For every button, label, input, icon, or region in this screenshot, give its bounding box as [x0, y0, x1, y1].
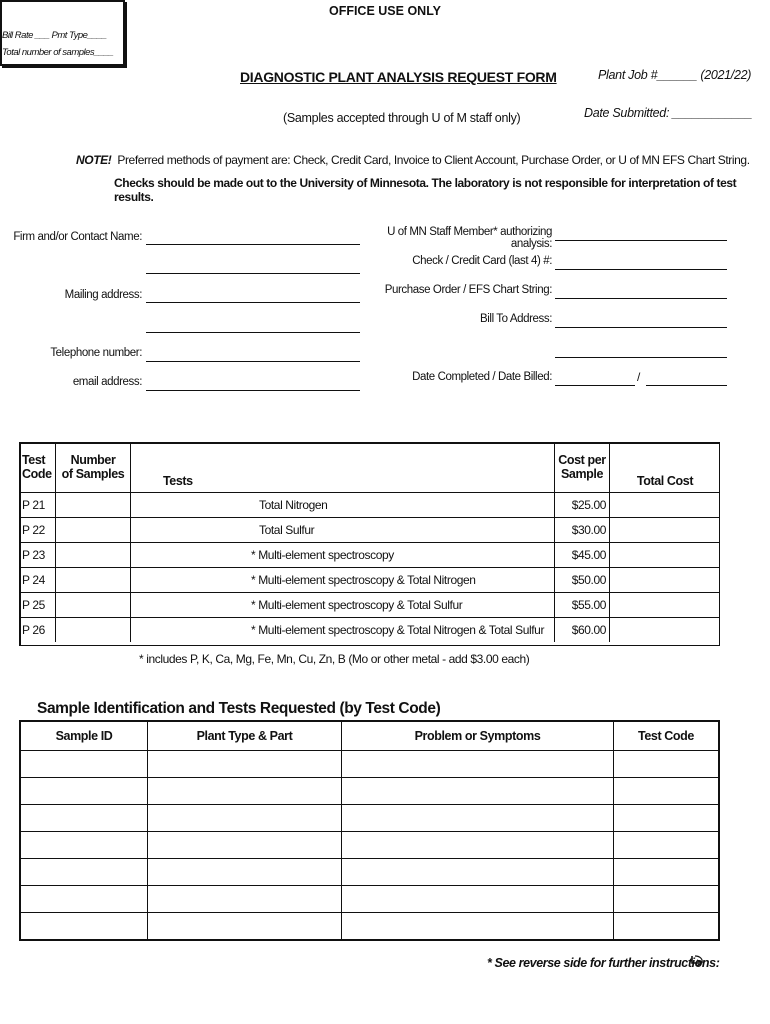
plant-job-field: Plant Job #______ (2021/22): [598, 68, 752, 82]
reverse-side-note: * See reverse side for further instructions:: [487, 956, 720, 970]
plant-type-cell[interactable]: [148, 886, 342, 913]
po-input-line[interactable]: [555, 297, 727, 299]
problem-cell[interactable]: [342, 886, 614, 913]
sample-id-cell[interactable]: [20, 805, 148, 832]
payment-note: [76, 153, 750, 167]
telephone-input-line[interactable]: [146, 360, 360, 362]
curved-arrow-icon: [690, 954, 706, 975]
bill-to-input-line[interactable]: [555, 326, 727, 328]
num-samples-cell[interactable]: [56, 593, 131, 618]
check-label: Check / Credit Card (last 4) #:: [412, 255, 552, 267]
total-cost-cell[interactable]: [610, 618, 721, 643]
telephone-label: Telephone number:: [50, 347, 142, 359]
test-code-cell[interactable]: [614, 751, 720, 778]
plant-type-cell[interactable]: [148, 832, 342, 859]
bill-to-input-line-2[interactable]: [555, 356, 727, 358]
test-code-cell[interactable]: [614, 859, 720, 886]
table-row: [19, 568, 720, 593]
header-tests: Tests: [163, 474, 193, 488]
samples-table: [19, 720, 720, 941]
test-name-cell: * Multi-element spectroscopy & Total Sulfur: [131, 593, 555, 618]
problem-cell[interactable]: [342, 751, 614, 778]
staff-label: U of MN Staff Member* authorizing analysis:: [387, 226, 552, 250]
test-code-cell: P 23: [19, 543, 56, 568]
date-completed-label: Date Completed / Date Billed:: [412, 371, 552, 383]
table-row: [19, 618, 720, 643]
bill-to-label: Bill To Address:: [479, 313, 552, 325]
total-cost-cell[interactable]: [610, 568, 721, 593]
plant-type-cell[interactable]: [148, 751, 342, 778]
test-name-cell: * Multi-element spectroscopy & Total Nitrogen: [131, 568, 555, 593]
problem-cell[interactable]: [342, 778, 614, 805]
cost-cell: $25.00: [555, 493, 610, 518]
problem-cell[interactable]: [342, 805, 614, 832]
plant-type-cell[interactable]: [148, 778, 342, 805]
num-samples-cell[interactable]: [56, 518, 131, 543]
header-total-cost: Total Cost: [636, 474, 694, 488]
staff-input-line[interactable]: [555, 239, 727, 241]
sample-row: [20, 859, 719, 886]
sample-row: [20, 778, 719, 805]
office-use-box: [0, 0, 442, 66]
cost-cell: $55.00: [555, 593, 610, 618]
date-slash: /: [637, 370, 641, 384]
cost-cell: $50.00: [555, 568, 610, 593]
test-code-cell[interactable]: [614, 832, 720, 859]
header-sample-id: Sample ID: [20, 721, 148, 751]
test-code-cell[interactable]: [614, 805, 720, 832]
test-code-cell[interactable]: [614, 778, 720, 805]
check-input-line[interactable]: [555, 268, 727, 270]
sample-row: [20, 832, 719, 859]
header-problem: Problem or Symptoms: [342, 721, 614, 751]
note-text: Preferred methods of payment are: Check, Credit Card, Invoice to Client Account, Purchase Order, or U of MN EFS Chart String.: [117, 153, 750, 167]
sample-id-cell[interactable]: [20, 751, 148, 778]
sample-row: [20, 886, 719, 913]
table-row: [19, 593, 720, 618]
po-label: Purchase Order / EFS Chart String:: [384, 284, 552, 296]
plant-type-cell[interactable]: [148, 859, 342, 886]
total-cost-cell[interactable]: [610, 518, 721, 543]
problem-cell[interactable]: [342, 859, 614, 886]
date-completed-input-line[interactable]: [555, 384, 635, 386]
table-row: [19, 493, 720, 518]
sample-id-cell[interactable]: [20, 886, 148, 913]
header-test-code-2: Test Code: [614, 721, 720, 751]
test-code-cell[interactable]: [614, 886, 720, 913]
firm-input-line-2[interactable]: [146, 272, 360, 274]
header-plant-type: Plant Type & Part: [148, 721, 342, 751]
problem-cell[interactable]: [342, 913, 614, 941]
test-name-cell: Total Sulfur: [131, 518, 555, 543]
num-samples-cell[interactable]: [56, 543, 131, 568]
total-cost-cell[interactable]: [610, 493, 721, 518]
cost-cell: $45.00: [555, 543, 610, 568]
test-code-cell: P 22: [19, 518, 56, 543]
email-label: email address:: [72, 376, 142, 388]
total-cost-cell[interactable]: [610, 543, 721, 568]
header-num-samples: Number of Samples: [56, 442, 131, 493]
plant-type-cell[interactable]: [148, 913, 342, 941]
test-name-cell: * Multi-element spectroscopy & Total Nitrogen & Total Sulfur: [131, 618, 555, 643]
form-subtitle: (Samples accepted through U of M staff only): [283, 111, 521, 125]
sample-row: [20, 913, 719, 941]
total-samples-field: Total number of samples____: [2, 47, 114, 58]
num-samples-cell[interactable]: [56, 618, 131, 643]
problem-cell[interactable]: [342, 832, 614, 859]
test-code-cell: P 21: [19, 493, 56, 518]
date-billed-input-line[interactable]: [646, 384, 727, 386]
table-row: [19, 518, 720, 543]
sample-id-cell[interactable]: [20, 859, 148, 886]
email-input-line[interactable]: [146, 389, 360, 391]
test-code-cell: P 25: [19, 593, 56, 618]
table-row: [19, 543, 720, 568]
cost-cell: $30.00: [555, 518, 610, 543]
sample-id-cell[interactable]: [20, 778, 148, 805]
total-cost-cell[interactable]: [610, 593, 721, 618]
header-test-code: Test Code: [19, 442, 56, 493]
mailing-label: Mailing address:: [64, 289, 142, 301]
firm-label: Firm and/or Contact Name:: [13, 231, 142, 243]
note-label: NOTE!: [76, 153, 112, 167]
plant-type-cell[interactable]: [148, 805, 342, 832]
samples-section-title: Sample Identification and Tests Requested (by Test Code): [37, 700, 441, 717]
num-samples-cell[interactable]: [56, 493, 131, 518]
checks-note: Checks should be made out to the University of Minnesota. The laboratory is not responsible for interpretation of test results.: [114, 176, 737, 204]
cost-cell: $60.00: [555, 618, 610, 643]
bill-rate-field: Bill Rate ___ Pmt Type____: [2, 30, 107, 41]
sample-row: [20, 805, 719, 832]
test-name-cell: Total Nitrogen: [131, 493, 555, 518]
mailing-input-line-2[interactable]: [146, 331, 360, 333]
mailing-input-line[interactable]: [146, 301, 360, 303]
test-code-cell[interactable]: [614, 913, 720, 941]
tests-footnote: * includes P, K, Ca, Mg, Fe, Mn, Cu, Zn, B (Mo or other metal - add $3.00 each): [139, 652, 530, 666]
office-use-title: OFFICE USE ONLY: [328, 4, 442, 18]
test-code-cell: P 24: [19, 568, 56, 593]
num-samples-cell[interactable]: [56, 568, 131, 593]
sample-id-cell[interactable]: [20, 913, 148, 941]
sample-id-cell[interactable]: [20, 832, 148, 859]
sample-row: [20, 751, 719, 778]
form-title: DIAGNOSTIC PLANT ANALYSIS REQUEST FORM: [240, 69, 557, 85]
date-submitted-field: Date Submitted: ____________: [584, 106, 753, 120]
tests-table: [19, 442, 720, 642]
test-code-cell: P 26: [19, 618, 56, 643]
header-cost: Cost per Sample: [555, 442, 610, 493]
test-name-cell: * Multi-element spectroscopy: [131, 543, 555, 568]
firm-input-line[interactable]: [146, 243, 360, 245]
